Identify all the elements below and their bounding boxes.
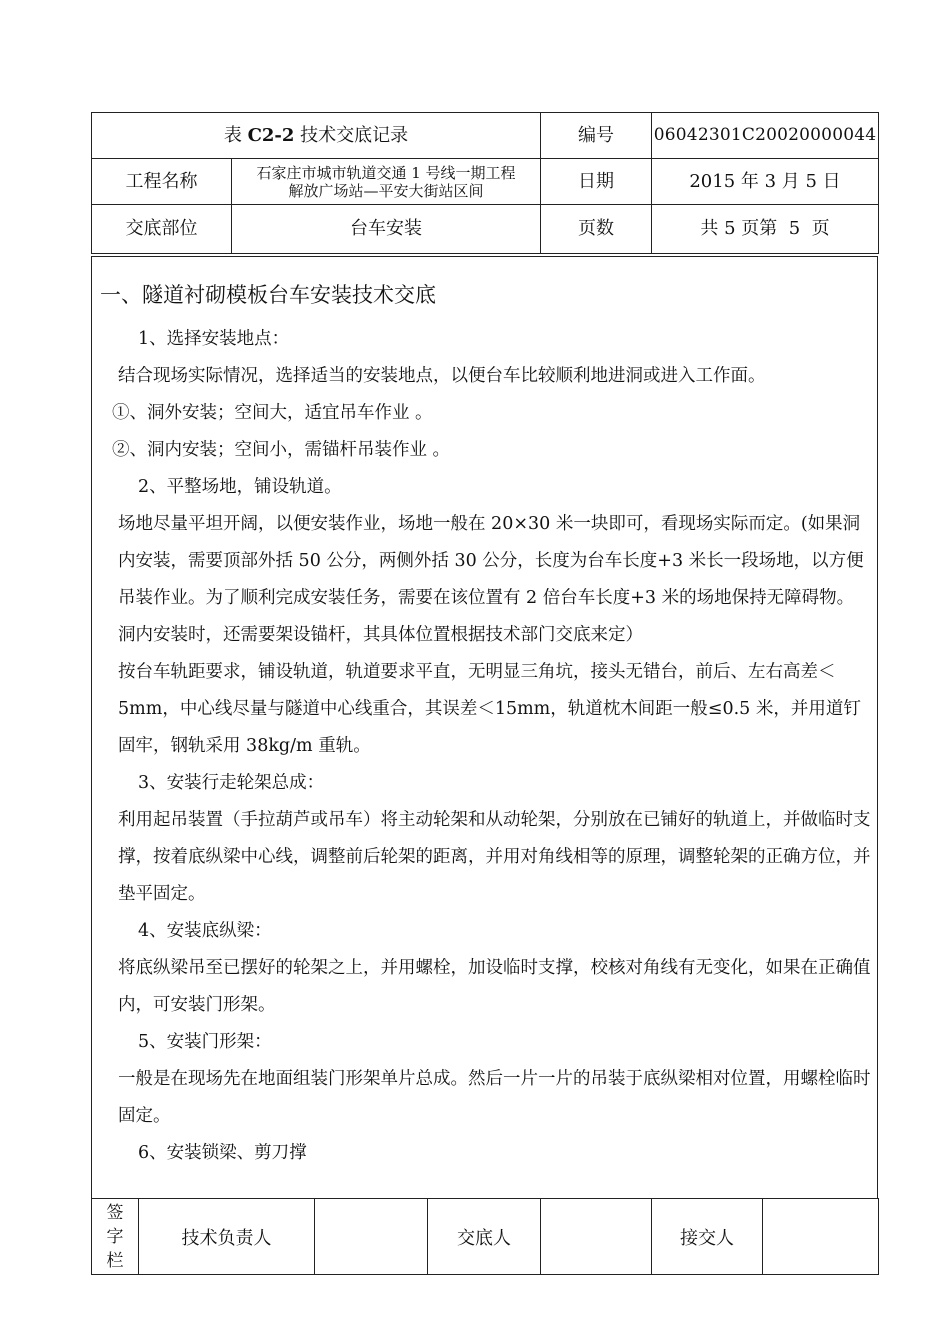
content-text	[100, 275, 871, 1172]
project-name-line1: 石家庄市城市轨道交通 1 号线一期工程	[256, 163, 516, 182]
project-label: 工程名称	[92, 159, 232, 205]
location-value: 台车安装	[232, 205, 541, 254]
paragraph: ②、洞内安装；空间小，需锚杆吊装作业 。	[112, 440, 451, 460]
date-label: 日期	[541, 159, 652, 205]
number-value: 06042301C20020000044	[652, 113, 879, 159]
paragraph: 5、安装门形架：	[138, 1032, 272, 1052]
paragraph: 2、平整场地，铺设轨道。	[138, 477, 342, 497]
paragraph: 一般是在现场先在地面组装门形架单片总成。然后一片一片的吊装于底纵梁相对位置，用螺栓临时固定。	[118, 1069, 871, 1126]
presenter-label: 交底人	[428, 1199, 541, 1275]
pages-value: 共 5 页第 5 页	[652, 205, 879, 254]
form-title: 表 C2-2 技术交底记录	[92, 113, 541, 159]
tech-lead-label: 技术负责人	[139, 1199, 315, 1275]
pages-label: 页数	[541, 205, 652, 254]
paragraph: 3、安装行走轮架总成：	[138, 773, 325, 793]
paragraph: ①、洞外安装；空间大，适宜吊车作业 。	[112, 403, 433, 423]
paragraph-list	[100, 321, 871, 1172]
paragraph: 利用起吊装置（手拉葫芦或吊车）将主动轮架和从动轮架，分别放在已铺好的轨道上，并做临时支撑，按着底纵梁中心线，调整前后轮架的距离，并用对角线相等的原理，调整轮架的正确方位，并垫平固定。	[118, 810, 871, 904]
receiver-signature[interactable]	[763, 1199, 879, 1275]
paragraph: 4、安装底纵梁：	[138, 921, 272, 941]
signature-column-label: 签 字 栏	[92, 1199, 139, 1275]
paragraph: 场地尽量平坦开阔，以便安装作业，场地一般在 20×30 米一块即可，看现场实际而定。(如果洞内安装，需要顶部外括 50 公分，两侧外括 30 公分，长度为台车长度+3 米长一段场地，以方便吊装作业。为了顺利完成安装任务，需要在该位置有 2 倍台车长度+3 米的场地保持无障碍物。洞内安装时，还需要架设锚杆，其具体位置根据技术部门交底来定）	[118, 514, 864, 645]
header-table	[91, 112, 879, 254]
paragraph: 1、选择安装地点：	[138, 329, 290, 349]
project-name-line2: 解放广场站—平安大街站区间	[288, 181, 484, 200]
receiver-label: 接交人	[652, 1199, 763, 1275]
signature-table	[91, 1198, 879, 1275]
date-value: 2015 年 3 月 5 日	[652, 159, 879, 205]
paragraph: 按台车轨距要求，铺设轨道，轨道要求平直，无明显三角坑，接头无错台，前后、左右高差＜5mm，中心线尽量与隧道中心线重合，其误差＜15mm，轨道枕木间距一般≤0.5 米，并用道钉固牢，钢轨采用 38kg/m 重轨。	[118, 662, 861, 756]
paragraph: 将底纵梁吊至已摆好的轮架之上，并用螺栓，加设临时支撑，校核对角线有无变化，如果在正确值内，可安装门形架。	[118, 958, 871, 1015]
content-box	[91, 256, 878, 1199]
presenter-signature[interactable]	[541, 1199, 652, 1275]
section-title: 一、隧道衬砌模板台车安装技术交底	[100, 283, 436, 307]
paragraph: 结合现场实际情况，选择适当的安装地点，以便台车比较顺利地进洞或进入工作面。	[118, 366, 766, 386]
paragraph: 6、安装锁梁、剪刀撑	[138, 1143, 307, 1163]
project-name	[232, 159, 541, 205]
form-code: C2-2	[247, 124, 295, 146]
tech-lead-signature[interactable]	[315, 1199, 428, 1275]
location-label: 交底部位	[92, 205, 232, 254]
number-label: 编号	[541, 113, 652, 159]
